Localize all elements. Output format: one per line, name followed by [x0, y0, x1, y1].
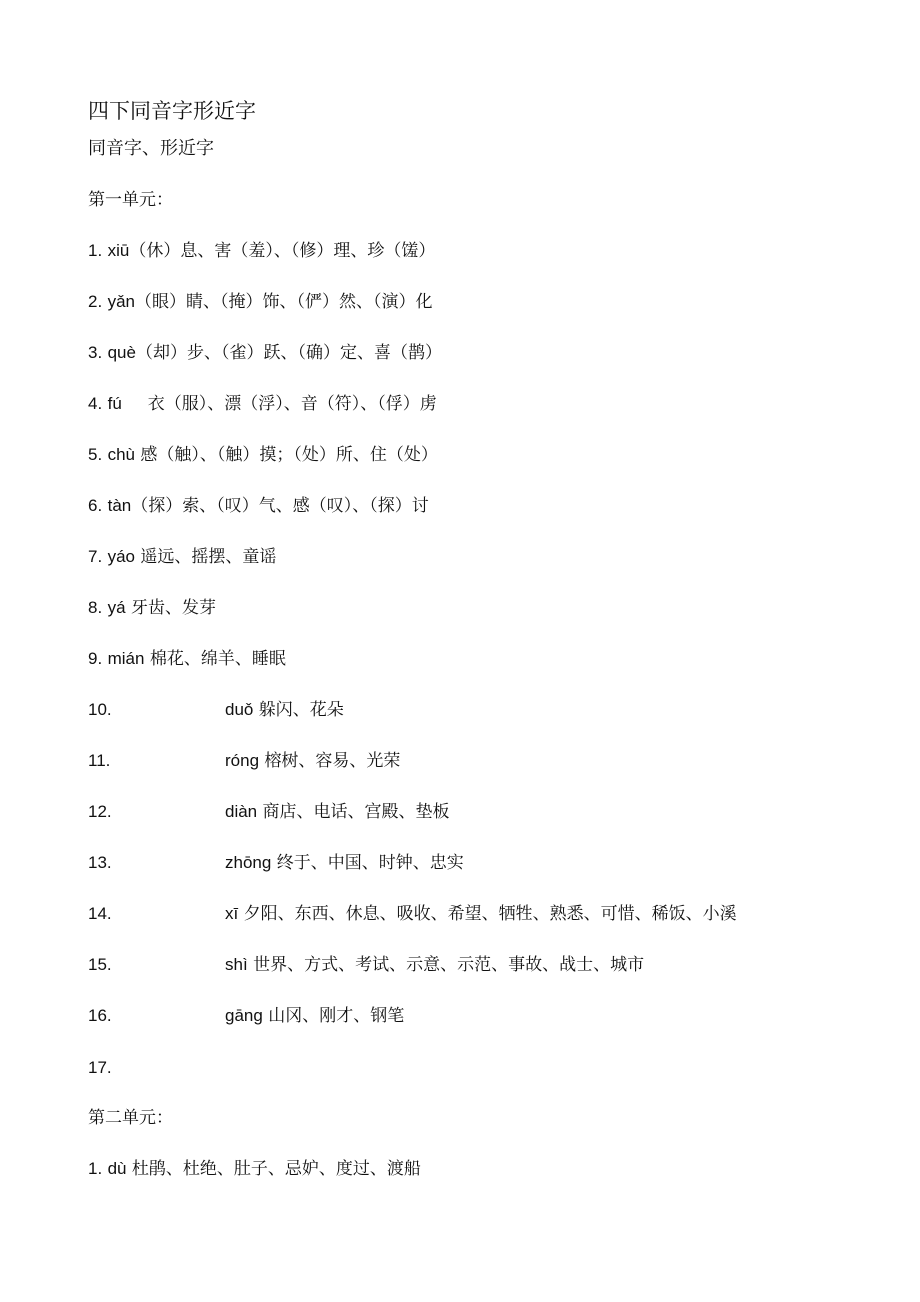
list-item: [88, 443, 438, 467]
item-words: 感（触）、（触）摸；（处）所、住（处）: [140, 445, 438, 465]
list-item: [88, 290, 433, 314]
item-number: 3.: [88, 343, 103, 362]
item-pinyin: shì: [225, 955, 248, 974]
item-words: 终于、中国、时钟、忠实: [276, 853, 464, 873]
item-number: 16.: [88, 1006, 112, 1025]
item-words: 榕树、容易、光荣: [264, 751, 401, 771]
item-number: 2.: [88, 292, 103, 311]
item-pinyin: fú: [107, 394, 122, 413]
list-item: [88, 647, 286, 671]
item-pinyin: xiū: [107, 241, 130, 260]
item-pinyin: diàn: [225, 802, 258, 821]
item-pinyin: yá: [107, 598, 126, 617]
item-pinyin: chù: [107, 445, 136, 464]
item-words: 衣（服）、漂（浮）、音（符）、（俘）虏: [147, 394, 437, 414]
item-words: 世界、方式、考试、示意、示范、事故、战士、城市: [253, 955, 645, 975]
list-item: [88, 494, 429, 518]
list-item: [88, 596, 216, 620]
page-subtitle: 同音字、形近字: [88, 138, 214, 159]
list-item: [88, 1056, 112, 1080]
list-item: [88, 902, 737, 926]
item-pinyin: tàn: [107, 496, 132, 515]
item-words: 棉花、绵羊、睡眠: [149, 649, 286, 669]
item-number: 10.: [88, 700, 112, 719]
item-pinyin: róng: [225, 751, 260, 770]
list-item: [88, 851, 464, 875]
item-words: 山冈、刚才、钢笔: [268, 1006, 405, 1026]
item-pinyin: zhōng: [225, 853, 272, 872]
list-item: [88, 392, 437, 416]
item-number: 6.: [88, 496, 103, 515]
item-number: 9.: [88, 649, 103, 668]
item-pinyin: mián: [107, 649, 145, 668]
item-words: 商店、电话、宫殿、垫板: [262, 802, 450, 822]
item-number: 4.: [88, 394, 103, 413]
item-number: 12.: [88, 802, 112, 821]
item-number: 8.: [88, 598, 103, 617]
item-pinyin: dù: [107, 1159, 127, 1178]
item-number: 1.: [88, 1159, 103, 1178]
item-number: 13.: [88, 853, 112, 872]
item-pinyin: duǒ: [225, 700, 254, 719]
item-number: 1.: [88, 241, 103, 260]
item-pinyin: yáo: [107, 547, 136, 566]
list-item: [88, 1157, 421, 1181]
item-words: 杜鹃、杜绝、肚子、忌妒、度过、渡船: [131, 1159, 421, 1179]
list-item: [88, 953, 644, 977]
unit2-heading: 第二单元：: [88, 1108, 173, 1128]
item-pinyin: què: [107, 343, 136, 362]
list-item: [88, 698, 344, 722]
item-words: 躲闪、花朵: [258, 700, 344, 720]
item-words: 遥远、摇摆、童谣: [140, 547, 277, 567]
item-number: 15.: [88, 955, 112, 974]
item-number: 7.: [88, 547, 103, 566]
item-words: （探）索、（叹）气、感（叹）、（探）讨: [131, 496, 429, 516]
list-item: [88, 749, 400, 773]
item-number: 14.: [88, 904, 112, 923]
item-pinyin: xī: [225, 904, 239, 923]
item-words: 牙齿、发芽: [130, 598, 216, 618]
item-number: 5.: [88, 445, 103, 464]
item-words: （休）息、害（羞）、（修）理、珍（馐）: [129, 241, 436, 261]
list-item: [88, 1004, 404, 1028]
item-number: 17.: [88, 1058, 112, 1077]
item-words: （却）步、（雀）跃、（确）定、喜（鹊）: [135, 343, 442, 363]
list-item: [88, 239, 435, 263]
list-item: [88, 545, 276, 569]
item-pinyin: yǎn: [107, 292, 136, 311]
item-words: （眼）睛、（掩）饰、（俨）然、（演）化: [135, 292, 433, 312]
item-number: 11.: [88, 751, 111, 770]
list-item: [88, 341, 442, 365]
page-title: 四下同音字形近字: [88, 99, 256, 123]
list-item: [88, 800, 450, 824]
item-pinyin: gāng: [225, 1006, 263, 1025]
item-words: 夕阳、东西、休息、吸收、希望、牺牲、熟悉、可惜、稀饭、小溪: [243, 904, 737, 924]
unit1-heading: 第一单元：: [88, 190, 173, 210]
